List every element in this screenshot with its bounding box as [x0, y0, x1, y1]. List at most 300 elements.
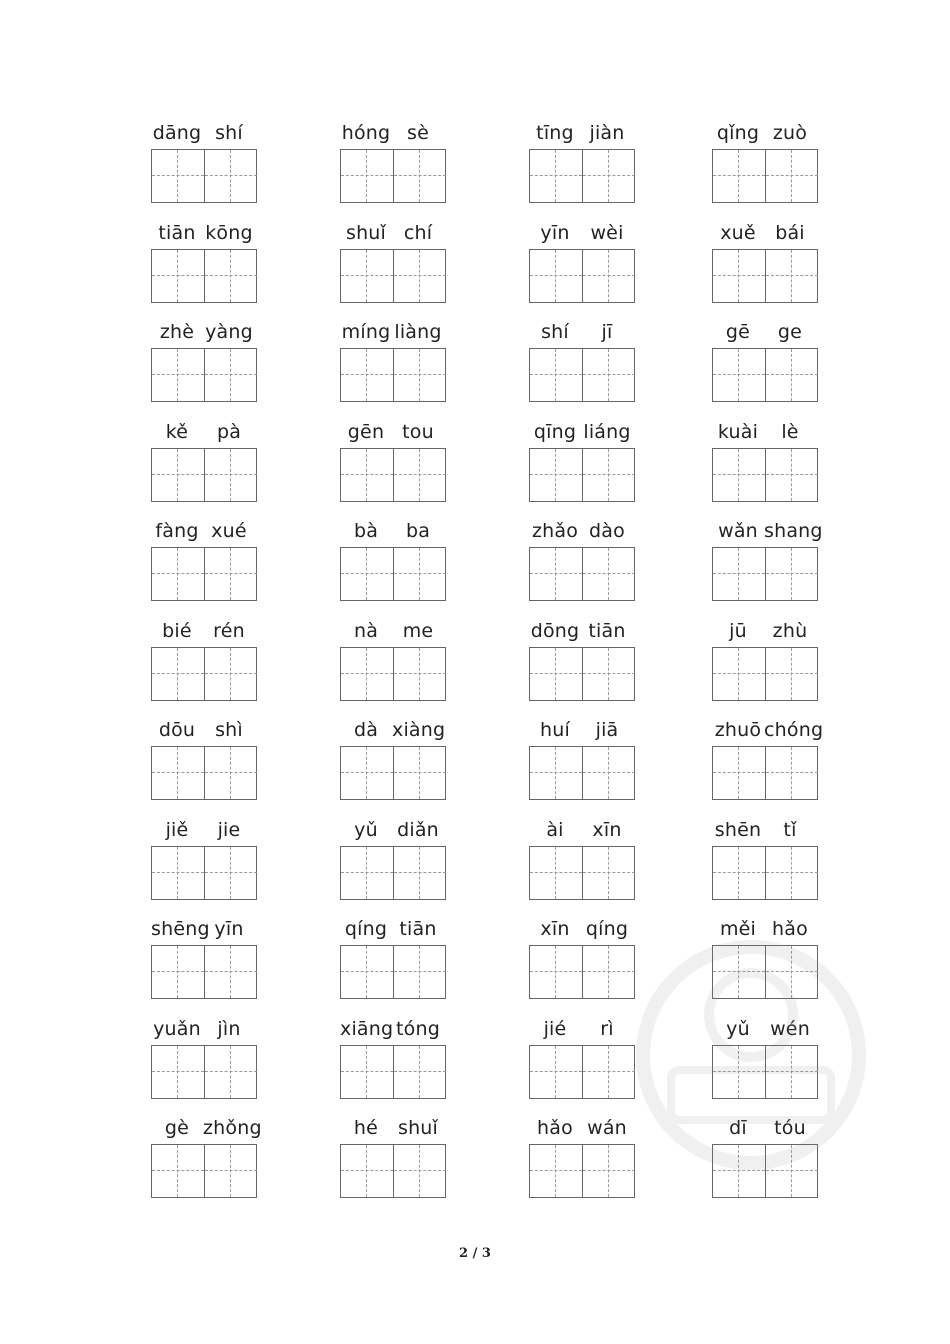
guide-line-horizontal: [205, 1170, 257, 1171]
character-box[interactable]: [152, 747, 204, 799]
character-box[interactable]: [582, 1145, 635, 1197]
character-box[interactable]: [765, 250, 818, 302]
character-box[interactable]: [341, 1145, 393, 1197]
character-box[interactable]: [152, 946, 204, 998]
guide-line-horizontal: [530, 573, 582, 574]
pinyin-syllable: rì: [600, 1018, 614, 1040]
guide-line-vertical: [177, 946, 178, 998]
pinyin-syllable: hé: [353, 1117, 379, 1139]
pinyin-syllable: xīn: [540, 918, 570, 940]
pinyin-syllable: jiàn: [589, 122, 625, 144]
word-cell: [529, 121, 635, 203]
character-box[interactable]: [530, 449, 582, 501]
character-box[interactable]: [341, 548, 393, 600]
pinyin-syllable: jìn: [217, 1018, 241, 1040]
guide-line-vertical: [366, 847, 367, 899]
writing-boxes: [712, 547, 818, 601]
character-box[interactable]: [152, 548, 204, 600]
guide-line-vertical: [608, 449, 609, 501]
writing-boxes: [712, 647, 818, 701]
writing-boxes: [712, 846, 818, 900]
pinyin-syllable: shí: [541, 321, 569, 343]
character-box[interactable]: [341, 648, 393, 700]
character-box[interactable]: [530, 648, 582, 700]
guide-line-vertical: [177, 250, 178, 302]
word-cell: [712, 121, 818, 203]
character-box[interactable]: [765, 150, 818, 202]
character-box[interactable]: [341, 747, 393, 799]
character-box[interactable]: [765, 548, 818, 600]
guide-line-vertical: [177, 747, 178, 799]
guide-line-horizontal: [394, 573, 446, 574]
pinyin-syllable: qíng: [585, 918, 629, 940]
writing-boxes: [340, 547, 446, 601]
guide-line-horizontal: [713, 772, 765, 773]
writing-boxes: [340, 945, 446, 999]
pinyin-syllable: gè: [164, 1117, 190, 1139]
character-box[interactable]: [393, 648, 446, 700]
character-box[interactable]: [530, 946, 582, 998]
guide-line-vertical: [230, 648, 231, 700]
word-cell: [529, 320, 635, 402]
pinyin-syllable: bái: [775, 222, 805, 244]
guide-line-horizontal: [152, 971, 204, 972]
character-box[interactable]: [393, 449, 446, 501]
guide-line-horizontal: [152, 1071, 204, 1072]
character-box[interactable]: [765, 349, 818, 401]
guide-line-vertical: [230, 150, 231, 202]
pinyin-syllable: shí: [215, 122, 243, 144]
character-box[interactable]: [204, 648, 257, 700]
guide-line-vertical: [608, 946, 609, 998]
guide-line-horizontal: [205, 1071, 257, 1072]
pinyin-syllable: kě: [165, 421, 189, 443]
writing-boxes: [151, 1045, 257, 1099]
character-box[interactable]: [530, 349, 582, 401]
guide-line-horizontal: [583, 971, 635, 972]
character-box[interactable]: [582, 548, 635, 600]
pinyin-syllable: zhè: [159, 321, 195, 343]
character-box[interactable]: [713, 349, 765, 401]
pinyin-syllable: shuǐ: [345, 222, 387, 244]
character-box[interactable]: [204, 150, 257, 202]
pinyin-syllable: yǔ: [726, 1018, 750, 1040]
pinyin-syllable: sè: [407, 122, 429, 144]
character-box[interactable]: [582, 449, 635, 501]
word-cell: [529, 420, 635, 502]
guide-line-horizontal: [530, 275, 582, 276]
pinyin-syllable: qīng: [533, 421, 577, 443]
guide-line-vertical: [419, 1046, 420, 1098]
guide-line-vertical: [555, 250, 556, 302]
guide-line-vertical: [791, 250, 792, 302]
writing-boxes: [340, 1144, 446, 1198]
word-cell: [529, 221, 635, 303]
pinyin-syllable: zhǎo: [531, 520, 579, 542]
pinyin-syllable: ba: [405, 520, 431, 542]
writing-boxes: [529, 945, 635, 999]
guide-line-horizontal: [766, 573, 818, 574]
guide-line-horizontal: [152, 872, 204, 873]
word-cell: [712, 818, 818, 900]
guide-line-vertical: [419, 250, 420, 302]
word-cell: [712, 320, 818, 402]
guide-line-horizontal: [713, 175, 765, 176]
word-cell: [151, 718, 257, 800]
guide-line-horizontal: [394, 474, 446, 475]
character-box[interactable]: [713, 250, 765, 302]
pinyin-syllable: jī: [601, 321, 613, 343]
guide-line-vertical: [791, 648, 792, 700]
guide-line-vertical: [738, 449, 739, 501]
guide-line-horizontal: [152, 275, 204, 276]
guide-line-vertical: [230, 1046, 231, 1098]
guide-line-vertical: [177, 548, 178, 600]
pinyin-syllable: jie: [217, 819, 241, 841]
character-box[interactable]: [152, 449, 204, 501]
guide-line-vertical: [419, 349, 420, 401]
character-box[interactable]: [204, 250, 257, 302]
character-box[interactable]: [393, 1145, 446, 1197]
guide-line-vertical: [738, 349, 739, 401]
guide-line-vertical: [608, 747, 609, 799]
pinyin-syllable: bà: [353, 520, 379, 542]
word-cell: [151, 320, 257, 402]
writing-boxes: [151, 945, 257, 999]
writing-boxes: [712, 249, 818, 303]
writing-boxes: [340, 647, 446, 701]
word-cell: [151, 818, 257, 900]
guide-line-horizontal: [205, 175, 257, 176]
character-box[interactable]: [393, 1046, 446, 1098]
guide-line-horizontal: [713, 374, 765, 375]
pinyin-syllable: xiāng: [340, 1018, 394, 1040]
guide-line-vertical: [230, 548, 231, 600]
guide-line-horizontal: [583, 474, 635, 475]
guide-line-horizontal: [341, 374, 393, 375]
guide-line-horizontal: [205, 374, 257, 375]
writing-boxes: [151, 448, 257, 502]
guide-line-horizontal: [530, 374, 582, 375]
word-cell: [712, 619, 818, 701]
word-cell: [529, 519, 635, 601]
character-box[interactable]: [582, 747, 635, 799]
pinyin-syllable: jiā: [595, 719, 619, 741]
character-box[interactable]: [393, 250, 446, 302]
writing-boxes: [529, 1144, 635, 1198]
guide-line-vertical: [555, 1145, 556, 1197]
pinyin-syllable: jū: [729, 620, 747, 642]
guide-line-vertical: [608, 349, 609, 401]
guide-line-horizontal: [341, 772, 393, 773]
guide-line-vertical: [555, 349, 556, 401]
character-box[interactable]: [204, 1046, 257, 1098]
character-box[interactable]: [152, 250, 204, 302]
character-box[interactable]: [152, 648, 204, 700]
character-box[interactable]: [530, 847, 582, 899]
character-box[interactable]: [341, 150, 393, 202]
pinyin-syllable: yàng: [205, 321, 253, 343]
character-box[interactable]: [713, 648, 765, 700]
word-cell: [529, 1116, 635, 1198]
character-box[interactable]: [765, 648, 818, 700]
guide-line-vertical: [608, 847, 609, 899]
guide-line-horizontal: [583, 872, 635, 873]
watermark-seal-icon: [636, 905, 866, 1205]
character-box[interactable]: [341, 1046, 393, 1098]
guide-line-vertical: [419, 449, 420, 501]
guide-line-horizontal: [583, 275, 635, 276]
character-box[interactable]: [393, 349, 446, 401]
guide-line-vertical: [555, 946, 556, 998]
character-box[interactable]: [713, 150, 765, 202]
guide-line-horizontal: [152, 1170, 204, 1171]
pinyin-syllable: me: [402, 620, 434, 642]
character-box[interactable]: [204, 449, 257, 501]
writing-boxes: [151, 746, 257, 800]
character-box[interactable]: [204, 1145, 257, 1197]
guide-line-vertical: [555, 847, 556, 899]
guide-line-horizontal: [583, 573, 635, 574]
guide-line-horizontal: [583, 772, 635, 773]
guide-line-vertical: [791, 349, 792, 401]
pinyin-syllable: yuǎn: [153, 1018, 201, 1040]
pinyin-syllable: tiān: [399, 918, 437, 940]
character-box[interactable]: [393, 847, 446, 899]
pinyin-syllable: ài: [546, 819, 564, 841]
guide-line-horizontal: [583, 673, 635, 674]
pinyin-syllable: dī: [729, 1117, 747, 1139]
character-box[interactable]: [582, 648, 635, 700]
character-box[interactable]: [530, 747, 582, 799]
guide-line-vertical: [366, 648, 367, 700]
writing-boxes: [529, 1045, 635, 1099]
character-box[interactable]: [530, 1046, 582, 1098]
character-box[interactable]: [152, 150, 204, 202]
guide-line-horizontal: [152, 175, 204, 176]
character-box[interactable]: [152, 847, 204, 899]
pinyin-syllable: pà: [216, 421, 242, 443]
pinyin-syllable: zuò: [772, 122, 808, 144]
guide-line-vertical: [419, 847, 420, 899]
word-cell: [340, 420, 446, 502]
guide-line-vertical: [738, 250, 739, 302]
guide-line-horizontal: [713, 474, 765, 475]
character-box[interactable]: [152, 1046, 204, 1098]
pinyin-syllable: wèi: [590, 222, 624, 244]
character-box[interactable]: [713, 747, 765, 799]
word-cell: [151, 1116, 262, 1198]
writing-boxes: [529, 249, 635, 303]
character-box[interactable]: [393, 150, 446, 202]
writing-boxes: [340, 348, 446, 402]
word-cell: [712, 519, 823, 601]
guide-line-horizontal: [713, 673, 765, 674]
pinyin-syllable: xiàng: [392, 719, 446, 741]
writing-boxes: [340, 746, 446, 800]
pinyin-syllable: yīn: [214, 918, 244, 940]
pinyin-syllable: zhù: [772, 620, 808, 642]
guide-line-horizontal: [341, 971, 393, 972]
pinyin-syllable: míng: [341, 321, 391, 343]
writing-boxes: [151, 149, 257, 203]
guide-line-vertical: [230, 449, 231, 501]
guide-line-vertical: [366, 250, 367, 302]
pinyin-syllable: shang: [764, 520, 823, 542]
character-box[interactable]: [765, 847, 818, 899]
character-box[interactable]: [393, 548, 446, 600]
character-box[interactable]: [530, 1145, 582, 1197]
character-box[interactable]: [582, 150, 635, 202]
guide-line-horizontal: [205, 971, 257, 972]
guide-line-horizontal: [766, 275, 818, 276]
word-cell: [340, 818, 446, 900]
guide-line-vertical: [177, 847, 178, 899]
guide-line-vertical: [419, 648, 420, 700]
guide-line-vertical: [177, 648, 178, 700]
word-cell: [340, 1116, 446, 1198]
word-cell: [151, 221, 257, 303]
word-cell: [340, 917, 446, 999]
pinyin-syllable: xīn: [592, 819, 622, 841]
pinyin-syllable: qíng: [344, 918, 388, 940]
guide-line-horizontal: [583, 175, 635, 176]
character-box[interactable]: [765, 449, 818, 501]
guide-line-horizontal: [766, 872, 818, 873]
guide-line-horizontal: [394, 275, 446, 276]
guide-line-vertical: [366, 1046, 367, 1098]
guide-line-horizontal: [394, 673, 446, 674]
pinyin-syllable: diǎn: [397, 819, 439, 841]
pinyin-syllable: bié: [162, 620, 192, 642]
character-box[interactable]: [582, 946, 635, 998]
word-cell: [529, 1017, 635, 1099]
guide-line-vertical: [230, 747, 231, 799]
word-cell: [529, 917, 635, 999]
pinyin-syllable: měi: [719, 918, 757, 940]
character-box[interactable]: [341, 946, 393, 998]
character-box[interactable]: [204, 349, 257, 401]
guide-line-vertical: [366, 548, 367, 600]
guide-line-horizontal: [583, 374, 635, 375]
guide-line-horizontal: [394, 1170, 446, 1171]
character-box[interactable]: [713, 449, 765, 501]
guide-line-horizontal: [530, 872, 582, 873]
character-box[interactable]: [582, 349, 635, 401]
pinyin-syllable: dāng: [152, 122, 202, 144]
writing-boxes: [529, 448, 635, 502]
guide-line-vertical: [230, 349, 231, 401]
word-cell: [340, 221, 446, 303]
guide-line-horizontal: [205, 673, 257, 674]
pinyin-syllable: chóng: [764, 719, 824, 741]
pinyin-syllable: zhuō: [714, 719, 762, 741]
guide-line-horizontal: [341, 872, 393, 873]
character-box[interactable]: [713, 548, 765, 600]
guide-line-horizontal: [530, 1071, 582, 1072]
word-cell: [151, 619, 257, 701]
character-box[interactable]: [204, 946, 257, 998]
guide-line-vertical: [366, 150, 367, 202]
character-box[interactable]: [582, 1046, 635, 1098]
word-cell: [712, 420, 818, 502]
writing-boxes: [529, 746, 635, 800]
word-cell: [340, 121, 446, 203]
guide-line-horizontal: [530, 673, 582, 674]
guide-line-vertical: [608, 250, 609, 302]
pinyin-syllable: shuǐ: [397, 1117, 439, 1139]
word-cell: [340, 718, 446, 800]
guide-line-vertical: [791, 449, 792, 501]
character-box[interactable]: [204, 747, 257, 799]
guide-line-horizontal: [394, 971, 446, 972]
writing-boxes: [529, 846, 635, 900]
character-box[interactable]: [530, 250, 582, 302]
word-cell: [529, 718, 635, 800]
character-box[interactable]: [713, 847, 765, 899]
pinyin-syllable: dà: [353, 719, 379, 741]
character-box[interactable]: [152, 1145, 204, 1197]
pinyin-syllable: hóng: [341, 122, 391, 144]
pinyin-syllable: tóng: [396, 1018, 440, 1040]
character-box[interactable]: [341, 250, 393, 302]
character-box[interactable]: [341, 847, 393, 899]
pinyin-syllable: huí: [540, 719, 570, 741]
character-box[interactable]: [530, 150, 582, 202]
character-box[interactable]: [765, 747, 818, 799]
guide-line-vertical: [419, 946, 420, 998]
character-box[interactable]: [204, 548, 257, 600]
pinyin-syllable: tīng: [536, 122, 574, 144]
writing-boxes: [340, 448, 446, 502]
character-box[interactable]: [341, 449, 393, 501]
writing-boxes: [340, 249, 446, 303]
guide-line-horizontal: [341, 474, 393, 475]
pinyin-syllable: tiān: [588, 620, 626, 642]
pinyin-syllable: hǎo: [537, 1117, 573, 1139]
character-box[interactable]: [582, 847, 635, 899]
guide-line-horizontal: [152, 573, 204, 574]
word-cell: [340, 619, 446, 701]
guide-line-horizontal: [152, 374, 204, 375]
guide-line-horizontal: [766, 474, 818, 475]
pinyin-syllable: yīn: [540, 222, 570, 244]
word-cell: [151, 420, 257, 502]
pinyin-syllable: gēn: [347, 421, 385, 443]
guide-line-horizontal: [394, 175, 446, 176]
guide-line-vertical: [555, 449, 556, 501]
character-box[interactable]: [393, 747, 446, 799]
guide-line-vertical: [230, 847, 231, 899]
pinyin-syllable: tǐ: [783, 819, 797, 841]
character-box[interactable]: [393, 946, 446, 998]
character-box[interactable]: [341, 349, 393, 401]
character-box[interactable]: [582, 250, 635, 302]
guide-line-horizontal: [341, 275, 393, 276]
character-box[interactable]: [530, 548, 582, 600]
guide-line-horizontal: [205, 474, 257, 475]
character-box[interactable]: [204, 847, 257, 899]
guide-line-horizontal: [341, 1071, 393, 1072]
writing-boxes: [151, 647, 257, 701]
guide-line-horizontal: [583, 1170, 635, 1171]
character-box[interactable]: [152, 349, 204, 401]
guide-line-vertical: [791, 548, 792, 600]
pinyin-syllable: tóu: [774, 1117, 806, 1139]
guide-line-vertical: [419, 1145, 420, 1197]
guide-line-horizontal: [205, 872, 257, 873]
pinyin-syllable: shēng: [151, 918, 210, 940]
